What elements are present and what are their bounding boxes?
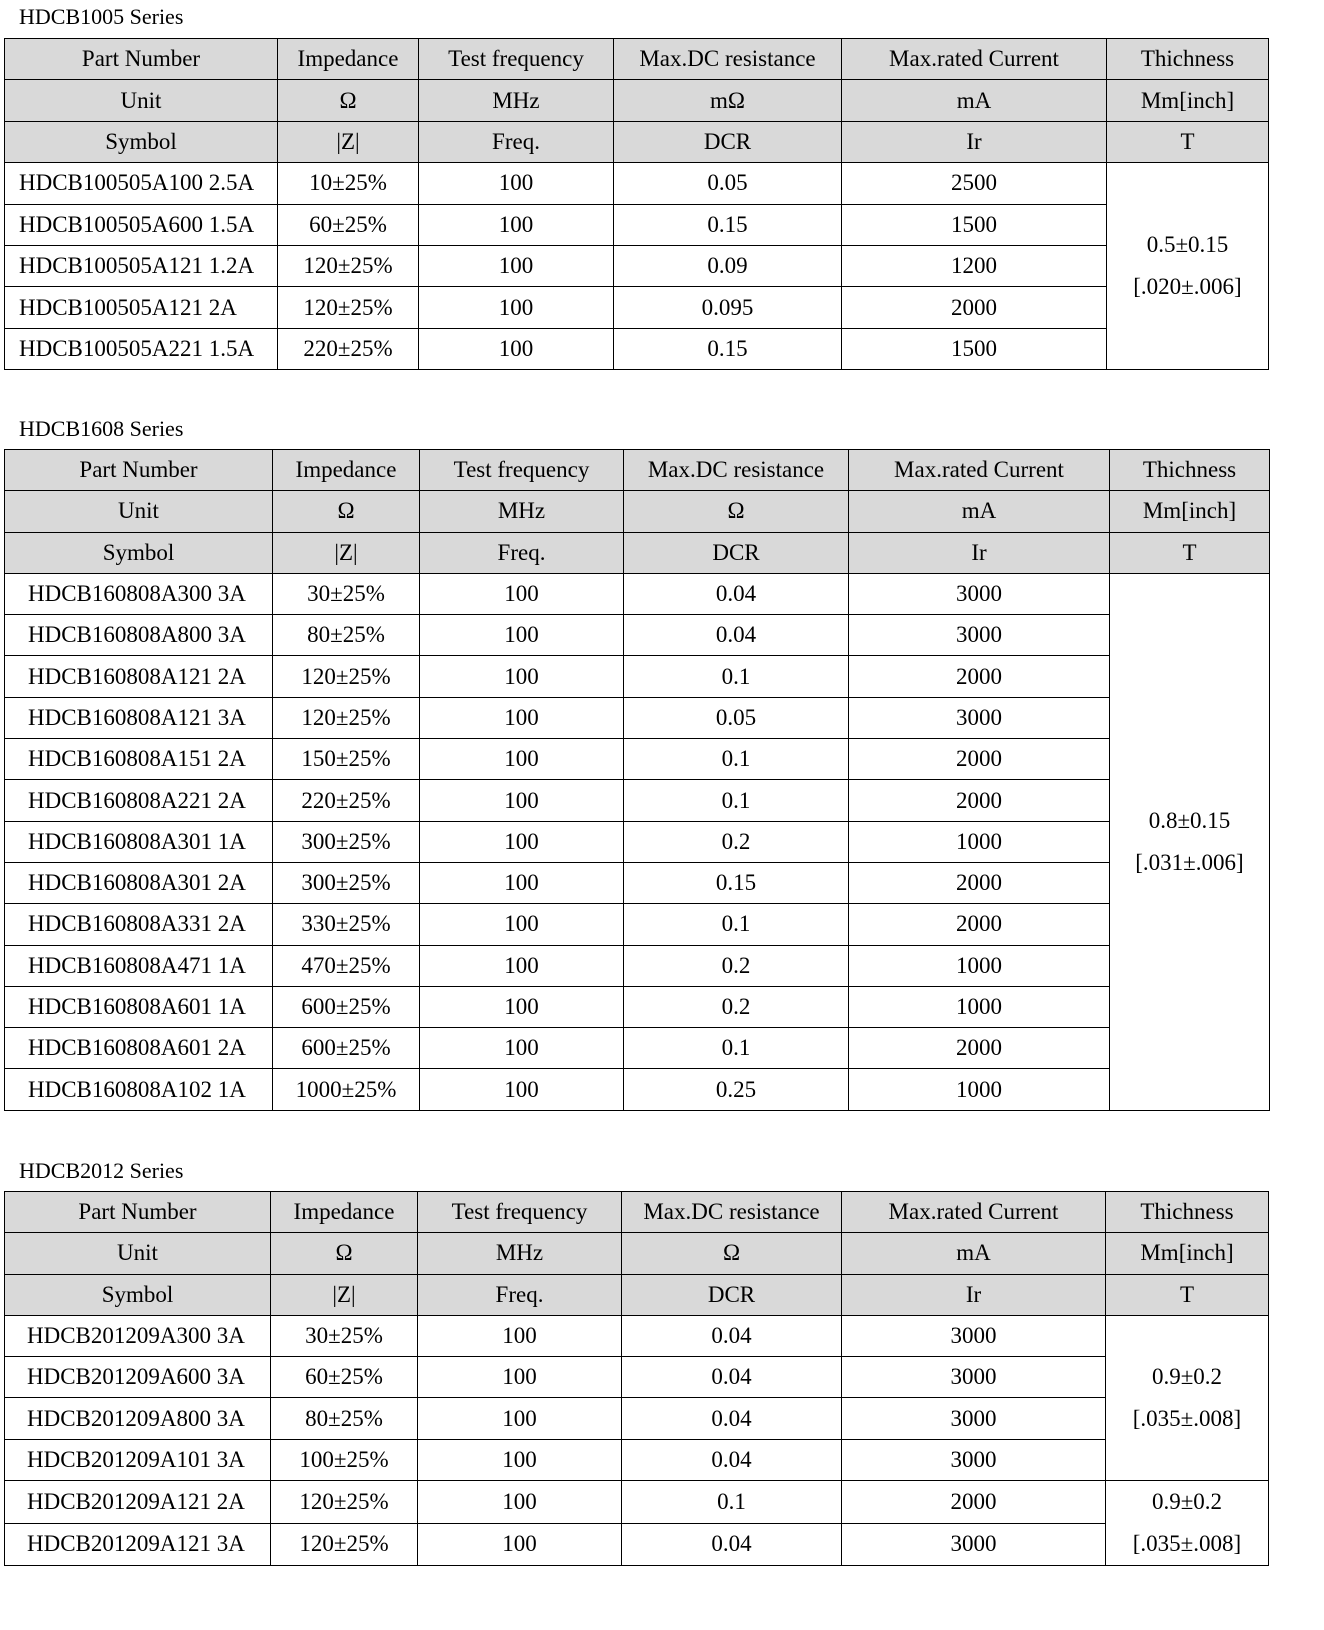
cell-dc-resistance: 0.2 xyxy=(624,821,849,862)
header-row xyxy=(5,80,1269,121)
header-cell-thickness: Mm[inch] xyxy=(1110,491,1270,532)
cell-test-frequency: 100 xyxy=(420,986,624,1027)
cell-impedance: 300±25% xyxy=(273,821,420,862)
header-cell-impedance: Impedance xyxy=(271,1192,418,1233)
header-cell-dc-resistance: Ω xyxy=(622,1233,842,1274)
header-cell-dc-resistance: Max.DC resistance xyxy=(624,450,849,491)
header-cell-test-frequency: MHz xyxy=(420,491,624,532)
cell-test-frequency: 100 xyxy=(420,1028,624,1069)
cell-test-frequency: 100 xyxy=(419,287,614,328)
cell-test-frequency: 100 xyxy=(420,1069,624,1110)
table-row xyxy=(5,163,1269,204)
table-row xyxy=(5,862,1270,903)
cell-dc-resistance: 0.095 xyxy=(614,287,842,328)
header-cell-rated-current: Ir xyxy=(842,121,1107,162)
cell-rated-current: 1000 xyxy=(849,1069,1110,1110)
cell-part-number: HDCB160808A601 1A xyxy=(5,986,273,1027)
cell-rated-current: 2000 xyxy=(849,739,1110,780)
table-row xyxy=(5,1523,1269,1566)
table-row xyxy=(5,821,1270,862)
table-row xyxy=(5,1315,1269,1356)
header-row xyxy=(5,121,1269,162)
thickness-inch: [.035±.008] xyxy=(1132,1405,1242,1431)
header-row xyxy=(5,1274,1269,1315)
cell-test-frequency: 100 xyxy=(418,1398,622,1439)
header-cell-test-frequency: Test frequency xyxy=(420,450,624,491)
header-cell-thickness: Thichness xyxy=(1107,39,1269,80)
header-cell-impedance: Impedance xyxy=(273,450,420,491)
cell-part-number: HDCB201209A121 2A xyxy=(5,1481,271,1524)
cell-rated-current: 2000 xyxy=(849,1028,1110,1069)
header-cell-rated-current: mA xyxy=(849,491,1110,532)
cell-part-number: HDCB160808A301 1A xyxy=(5,821,273,862)
thickness-mm: 0.9±0.2 xyxy=(1151,1489,1223,1515)
cell-rated-current: 1000 xyxy=(849,986,1110,1027)
series-title: HDCB1608 Series xyxy=(19,416,184,441)
cell-dc-resistance: 0.25 xyxy=(624,1069,849,1110)
series-title: HDCB2012 Series xyxy=(19,1158,184,1183)
cell-impedance: 300±25% xyxy=(273,862,420,903)
cell-impedance: 30±25% xyxy=(273,573,420,614)
cell-part-number: HDCB100505A600 1.5A xyxy=(5,204,278,245)
cell-test-frequency: 100 xyxy=(420,615,624,656)
cell-impedance: 120±25% xyxy=(271,1523,418,1566)
cell-test-frequency: 100 xyxy=(420,780,624,821)
cell-part-number: HDCB100505A121 1.2A xyxy=(5,245,278,286)
header-cell-part-number: Part Number xyxy=(5,450,273,491)
header-cell-rated-current: Ir xyxy=(849,532,1110,573)
cell-rated-current: 1000 xyxy=(849,945,1110,986)
table-row xyxy=(5,656,1270,697)
cell-part-number: HDCB100505A221 1.5A xyxy=(5,328,278,369)
cell-part-number: HDCB160808A300 3A xyxy=(5,573,273,614)
table-row xyxy=(5,697,1270,738)
cell-impedance: 120±25% xyxy=(271,1481,418,1524)
header-cell-dc-resistance: Max.DC resistance xyxy=(614,39,842,80)
cell-rated-current: 2000 xyxy=(849,780,1110,821)
table-row xyxy=(5,328,1269,369)
cell-test-frequency: 100 xyxy=(419,245,614,286)
header-cell-thickness: Thichness xyxy=(1106,1192,1269,1233)
spec-table-hdcb2012 xyxy=(4,1191,1269,1566)
header-cell-test-frequency: Test frequency xyxy=(419,39,614,80)
header-cell-rated-current: Ir xyxy=(842,1274,1106,1315)
header-cell-rated-current: Max.rated Current xyxy=(842,39,1107,80)
cell-impedance: 120±25% xyxy=(278,287,419,328)
cell-part-number: HDCB160808A151 2A xyxy=(5,739,273,780)
cell-part-number: HDCB160808A601 2A xyxy=(5,1028,273,1069)
cell-impedance: 120±25% xyxy=(273,697,420,738)
header-cell-impedance: Ω xyxy=(278,80,419,121)
cell-part-number: HDCB100505A121 2A xyxy=(5,287,278,328)
cell-dc-resistance: 0.15 xyxy=(614,328,842,369)
thickness-mm: 0.8±0.15 xyxy=(1148,807,1231,833)
cell-test-frequency: 100 xyxy=(418,1439,622,1480)
thickness-inch: [.035±.008] xyxy=(1132,1531,1242,1557)
thickness-mm: 0.9±0.2 xyxy=(1151,1363,1223,1389)
cell-part-number: HDCB201209A300 3A xyxy=(5,1315,271,1356)
cell-part-number: HDCB160808A301 2A xyxy=(5,862,273,903)
cell-part-number: HDCB100505A100 2.5A xyxy=(5,163,278,204)
table-row xyxy=(5,739,1270,780)
header-cell-impedance: Ω xyxy=(271,1233,418,1274)
cell-rated-current: 3000 xyxy=(849,697,1110,738)
cell-rated-current: 2500 xyxy=(842,163,1107,204)
cell-dc-resistance: 0.04 xyxy=(622,1357,842,1398)
cell-dc-resistance: 0.05 xyxy=(624,697,849,738)
header-cell-impedance: Impedance xyxy=(278,39,419,80)
header-cell-rated-current: mA xyxy=(842,80,1107,121)
cell-impedance: 60±25% xyxy=(278,204,419,245)
header-cell-thickness: Thichness xyxy=(1110,450,1270,491)
cell-impedance: 330±25% xyxy=(273,904,420,945)
cell-dc-resistance: 0.2 xyxy=(624,986,849,1027)
header-cell-dc-resistance: mΩ xyxy=(614,80,842,121)
cell-thickness xyxy=(1106,1481,1269,1566)
cell-part-number: HDCB160808A121 3A xyxy=(5,697,273,738)
cell-dc-resistance: 0.04 xyxy=(624,573,849,614)
header-row xyxy=(5,491,1270,532)
header-row xyxy=(5,1192,1269,1233)
cell-impedance: 600±25% xyxy=(273,986,420,1027)
cell-part-number: HDCB160808A800 3A xyxy=(5,615,273,656)
cell-rated-current: 2000 xyxy=(849,904,1110,945)
table-row xyxy=(5,1357,1269,1398)
cell-test-frequency: 100 xyxy=(419,163,614,204)
cell-impedance: 80±25% xyxy=(271,1398,418,1439)
cell-part-number: HDCB201209A101 3A xyxy=(5,1439,271,1480)
cell-dc-resistance: 0.04 xyxy=(622,1398,842,1439)
cell-part-number: HDCB160808A221 2A xyxy=(5,780,273,821)
table-row xyxy=(5,1028,1270,1069)
header-cell-part-number: Symbol xyxy=(5,532,273,573)
header-cell-part-number: Part Number xyxy=(5,1192,271,1233)
cell-rated-current: 3000 xyxy=(849,615,1110,656)
table-row xyxy=(5,287,1269,328)
header-row xyxy=(5,1233,1269,1274)
cell-test-frequency: 100 xyxy=(419,204,614,245)
cell-part-number: HDCB160808A331 2A xyxy=(5,904,273,945)
header-cell-part-number: Part Number xyxy=(5,39,278,80)
cell-impedance: 30±25% xyxy=(271,1315,418,1356)
header-cell-dc-resistance: Ω xyxy=(624,491,849,532)
cell-part-number: HDCB201209A800 3A xyxy=(5,1398,271,1439)
cell-rated-current: 3000 xyxy=(849,573,1110,614)
table-row xyxy=(5,1481,1269,1524)
header-cell-thickness: Mm[inch] xyxy=(1107,80,1269,121)
cell-rated-current: 3000 xyxy=(842,1523,1106,1566)
series-title: HDCB1005 Series xyxy=(19,4,184,29)
cell-thickness xyxy=(1110,573,1270,1110)
cell-thickness xyxy=(1107,163,1269,370)
cell-impedance: 220±25% xyxy=(273,780,420,821)
header-cell-impedance: |Z| xyxy=(271,1274,418,1315)
cell-dc-resistance: 0.04 xyxy=(624,615,849,656)
cell-rated-current: 2000 xyxy=(842,1481,1106,1524)
cell-test-frequency: 100 xyxy=(418,1357,622,1398)
cell-part-number: HDCB160808A471 1A xyxy=(5,945,273,986)
cell-dc-resistance: 0.1 xyxy=(622,1481,842,1524)
cell-impedance: 60±25% xyxy=(271,1357,418,1398)
cell-thickness xyxy=(1106,1315,1269,1480)
cell-rated-current: 2000 xyxy=(849,862,1110,903)
header-cell-thickness: T xyxy=(1107,121,1269,162)
header-cell-part-number: Unit xyxy=(5,491,273,532)
header-cell-test-frequency: MHz xyxy=(419,80,614,121)
table-row xyxy=(5,1398,1269,1439)
table-row xyxy=(5,1439,1269,1480)
header-cell-impedance: |Z| xyxy=(278,121,419,162)
header-cell-impedance: Ω xyxy=(273,491,420,532)
header-cell-rated-current: Max.rated Current xyxy=(849,450,1110,491)
cell-impedance: 100±25% xyxy=(271,1439,418,1480)
header-cell-part-number: Symbol xyxy=(5,1274,271,1315)
header-cell-dc-resistance: DCR xyxy=(624,532,849,573)
cell-rated-current: 1200 xyxy=(842,245,1107,286)
thickness-inch: [.031±.006] xyxy=(1135,849,1244,875)
table-row xyxy=(5,904,1270,945)
table-row xyxy=(5,204,1269,245)
header-cell-part-number: Unit xyxy=(5,1233,271,1274)
cell-part-number: HDCB160808A102 1A xyxy=(5,1069,273,1110)
cell-dc-resistance: 0.1 xyxy=(624,739,849,780)
cell-impedance: 1000±25% xyxy=(273,1069,420,1110)
spec-table-hdcb1608 xyxy=(4,449,1270,1111)
cell-dc-resistance: 0.04 xyxy=(622,1523,842,1566)
cell-part-number: HDCB201209A121 3A xyxy=(5,1523,271,1566)
header-cell-test-frequency: Freq. xyxy=(418,1274,622,1315)
cell-dc-resistance: 0.05 xyxy=(614,163,842,204)
cell-dc-resistance: 0.1 xyxy=(624,656,849,697)
cell-dc-resistance: 0.1 xyxy=(624,1028,849,1069)
header-row xyxy=(5,532,1270,573)
cell-dc-resistance: 0.1 xyxy=(624,780,849,821)
header-cell-impedance: |Z| xyxy=(273,532,420,573)
cell-test-frequency: 100 xyxy=(420,573,624,614)
table-row xyxy=(5,245,1269,286)
thickness-inch: [.020±.006] xyxy=(1133,274,1242,300)
table-row xyxy=(5,573,1270,614)
header-cell-dc-resistance: Max.DC resistance xyxy=(622,1192,842,1233)
header-cell-test-frequency: Test frequency xyxy=(418,1192,622,1233)
cell-rated-current: 3000 xyxy=(842,1357,1106,1398)
cell-dc-resistance: 0.04 xyxy=(622,1439,842,1480)
cell-test-frequency: 100 xyxy=(420,656,624,697)
table-row xyxy=(5,615,1270,656)
header-cell-test-frequency: MHz xyxy=(418,1233,622,1274)
cell-part-number: HDCB201209A600 3A xyxy=(5,1357,271,1398)
table-row xyxy=(5,1069,1270,1110)
cell-dc-resistance: 0.1 xyxy=(624,904,849,945)
header-cell-dc-resistance: DCR xyxy=(622,1274,842,1315)
cell-test-frequency: 100 xyxy=(420,821,624,862)
cell-rated-current: 1500 xyxy=(842,204,1107,245)
cell-rated-current: 3000 xyxy=(842,1439,1106,1480)
header-cell-thickness: T xyxy=(1110,532,1270,573)
header-cell-rated-current: mA xyxy=(842,1233,1106,1274)
thickness-mm: 0.5±0.15 xyxy=(1146,232,1229,258)
cell-part-number: HDCB160808A121 2A xyxy=(5,656,273,697)
header-cell-rated-current: Max.rated Current xyxy=(842,1192,1106,1233)
table-row xyxy=(5,780,1270,821)
cell-impedance: 120±25% xyxy=(278,245,419,286)
cell-rated-current: 2000 xyxy=(842,287,1107,328)
cell-impedance: 220±25% xyxy=(278,328,419,369)
table-row xyxy=(5,945,1270,986)
cell-test-frequency: 100 xyxy=(420,739,624,780)
cell-impedance: 10±25% xyxy=(278,163,419,204)
cell-impedance: 470±25% xyxy=(273,945,420,986)
cell-impedance: 120±25% xyxy=(273,656,420,697)
header-cell-part-number: Symbol xyxy=(5,121,278,162)
header-cell-test-frequency: Freq. xyxy=(419,121,614,162)
header-cell-thickness: Mm[inch] xyxy=(1106,1233,1269,1274)
cell-test-frequency: 100 xyxy=(420,904,624,945)
cell-test-frequency: 100 xyxy=(418,1481,622,1524)
cell-test-frequency: 100 xyxy=(420,862,624,903)
cell-dc-resistance: 0.15 xyxy=(624,862,849,903)
cell-rated-current: 3000 xyxy=(842,1315,1106,1356)
header-cell-test-frequency: Freq. xyxy=(420,532,624,573)
cell-rated-current: 3000 xyxy=(842,1398,1106,1439)
cell-rated-current: 1500 xyxy=(842,328,1107,369)
cell-impedance: 80±25% xyxy=(273,615,420,656)
cell-test-frequency: 100 xyxy=(420,697,624,738)
cell-dc-resistance: 0.04 xyxy=(622,1315,842,1356)
cell-test-frequency: 100 xyxy=(419,328,614,369)
cell-impedance: 150±25% xyxy=(273,739,420,780)
header-cell-thickness: T xyxy=(1106,1274,1269,1315)
cell-rated-current: 1000 xyxy=(849,821,1110,862)
spec-table-hdcb1005 xyxy=(4,38,1269,370)
header-cell-part-number: Unit xyxy=(5,80,278,121)
cell-dc-resistance: 0.09 xyxy=(614,245,842,286)
cell-test-frequency: 100 xyxy=(418,1523,622,1566)
cell-impedance: 600±25% xyxy=(273,1028,420,1069)
table-row xyxy=(5,986,1270,1027)
cell-dc-resistance: 0.15 xyxy=(614,204,842,245)
cell-dc-resistance: 0.2 xyxy=(624,945,849,986)
header-row xyxy=(5,39,1269,80)
header-row xyxy=(5,450,1270,491)
cell-rated-current: 2000 xyxy=(849,656,1110,697)
cell-test-frequency: 100 xyxy=(420,945,624,986)
header-cell-dc-resistance: DCR xyxy=(614,121,842,162)
cell-test-frequency: 100 xyxy=(418,1315,622,1356)
